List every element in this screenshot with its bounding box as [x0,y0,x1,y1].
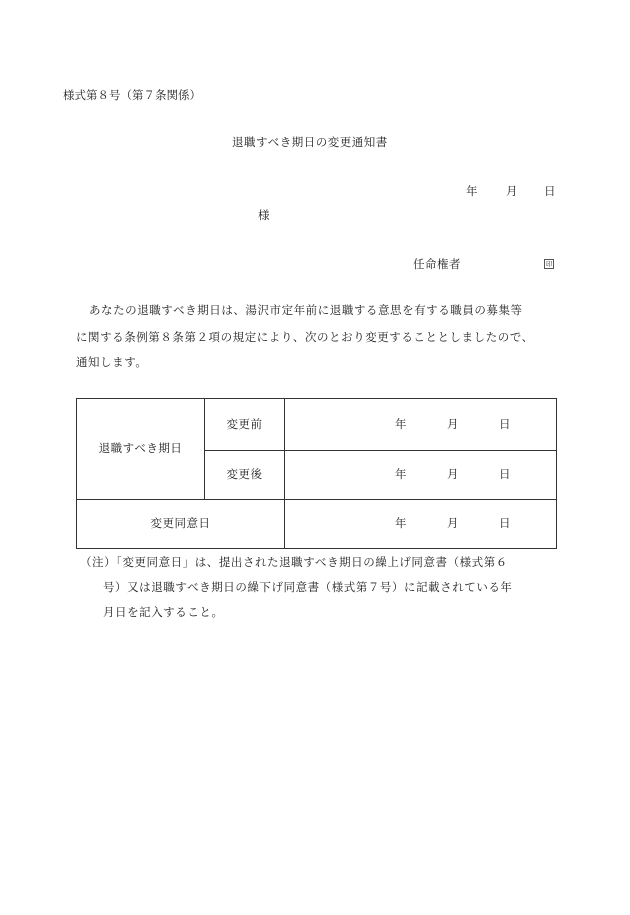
note-line-1: （注）「変更同意日」は、提出された退職すべき期日の繰上げ同意書（様式第６ [80,555,508,569]
before-day-unit: 日 [499,417,511,431]
seal-mark: 印 [546,260,552,268]
table-border-right [556,398,557,549]
date-year-label: 年 [466,184,478,198]
body-line-3: 通知します。 [76,355,148,369]
after-month-unit: 月 [447,467,459,481]
consent-month-unit: 月 [447,516,459,530]
consent-date-label: 変更同意日 [150,516,211,531]
before-year-unit: 年 [395,417,407,431]
issuer-label: 任命権者 [413,257,461,271]
note-line-3: 月日を記入すること。 [103,605,224,619]
table-border-bottom [76,548,557,549]
addressee-suffix: 様 [258,208,270,222]
body-line-1: あなたの退職すべき期日は、湯沢市定年前に退職する意思を有する職員の募集等 [89,303,523,317]
retirement-date-header: 退職すべき期日 [98,441,183,456]
document-title: 退職すべき期日の変更通知書 [232,135,388,149]
after-year-unit: 年 [395,467,407,481]
before-change-label: 変更前 [226,416,263,431]
table-border-inner2 [284,398,285,549]
after-change-label: 変更後 [226,467,263,482]
body-line-2: に関する条例第８条第２項の規定により、次のとおり変更することとしましたので、 [76,330,534,344]
consent-day-unit: 日 [499,516,511,530]
date-month-label: 月 [506,184,518,198]
before-month-unit: 月 [447,417,459,431]
after-day-unit: 日 [499,467,511,481]
note-line-2: 号）又は退職すべき期日の繰下げ同意書（様式第７号）に記載されている年 [103,580,513,594]
consent-year-unit: 年 [395,516,407,530]
date-day-label: 日 [544,184,556,198]
form-number: 様式第８号（第７条関係） [63,88,201,102]
